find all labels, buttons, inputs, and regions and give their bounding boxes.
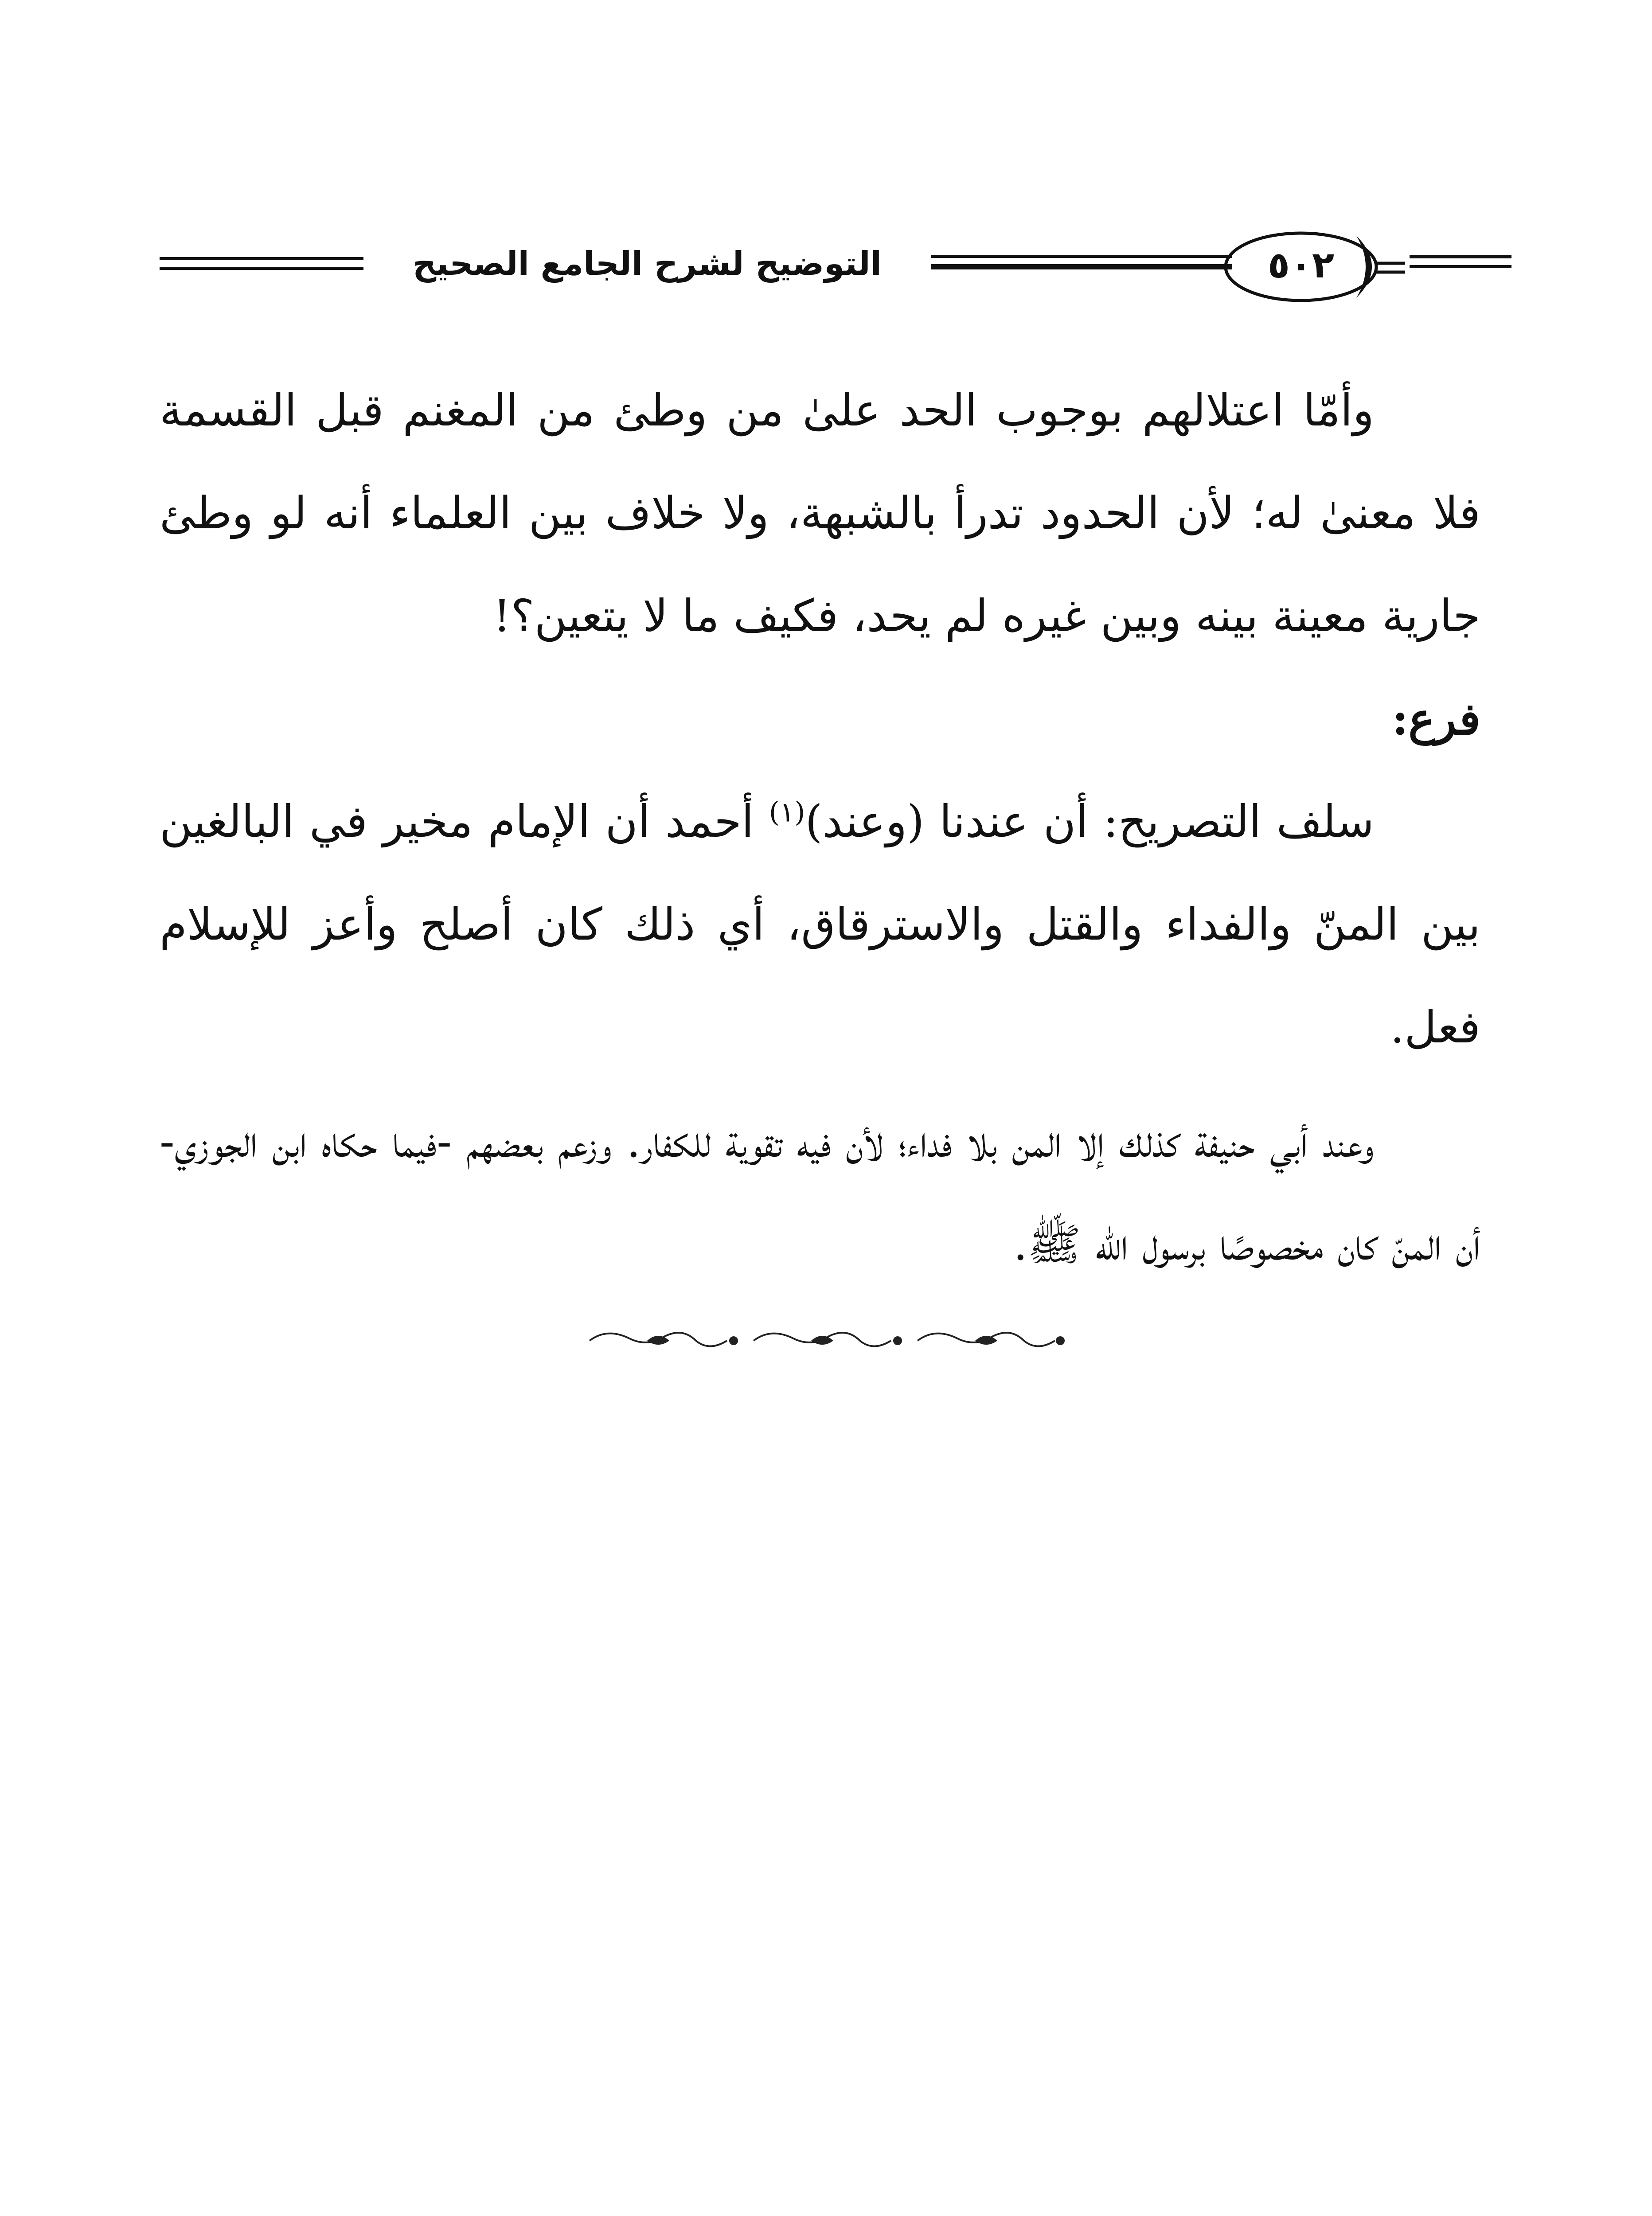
header-rule-right-bottom [1410,265,1511,268]
main-text [160,359,1480,1296]
page-header [133,213,1511,319]
page-number: ٥٠٢ [1267,244,1335,286]
page-number-badge [1210,222,1405,311]
header-rule-left-top [160,257,363,260]
header-rule-middle-thick [931,264,1232,269]
paragraph-2 [160,770,1480,1079]
paragraph-2-text-start: سلف التصريح: أن عندنا (وعند) [805,796,1375,847]
header-rule-left-bottom [160,267,363,270]
floral-ornament-icon [581,1323,1068,1358]
footnote-reference[interactable]: (١) [769,796,805,828]
header-rule-middle-thin [931,255,1232,258]
section-end-ornament [581,1323,1068,1358]
paragraph-2-text-end: أحمد أن الإمام مخير في البالغين بين المنّ والفداء والقتل والاسترقاق، أي ذلك كان أصلح وأعز للإسلام فعل. [160,796,1480,1053]
paragraph-1: وأمّا اعتلالهم بوجوب الحد علىٰ من وطئ من المغنم قبل القسمة فلا معنىٰ له؛ لأن الحدود تدرأ بالشبهة، ولا خلاف بين العلماء أنه لو وطئ جارية معينة بينه وبين غيره لم يحد، فكيف ما لا يتعين؟! [160,384,1480,642]
section-subheading: فرع: [1392,693,1480,745]
header-rule-right-top [1410,255,1511,258]
paragraph-3: وعند أبي حنيفة كذلك إلا المن بلا فداء؛ لأن فيه تقوية للكفار. وزعم بعضهم -فيما حكاه ابن الجوزي- أن المنّ كان مخصوصًا برسول الله ﷺ. [160,1116,1480,1270]
book-title: التوضيح لشرح الجامع الصحيح [412,245,882,283]
